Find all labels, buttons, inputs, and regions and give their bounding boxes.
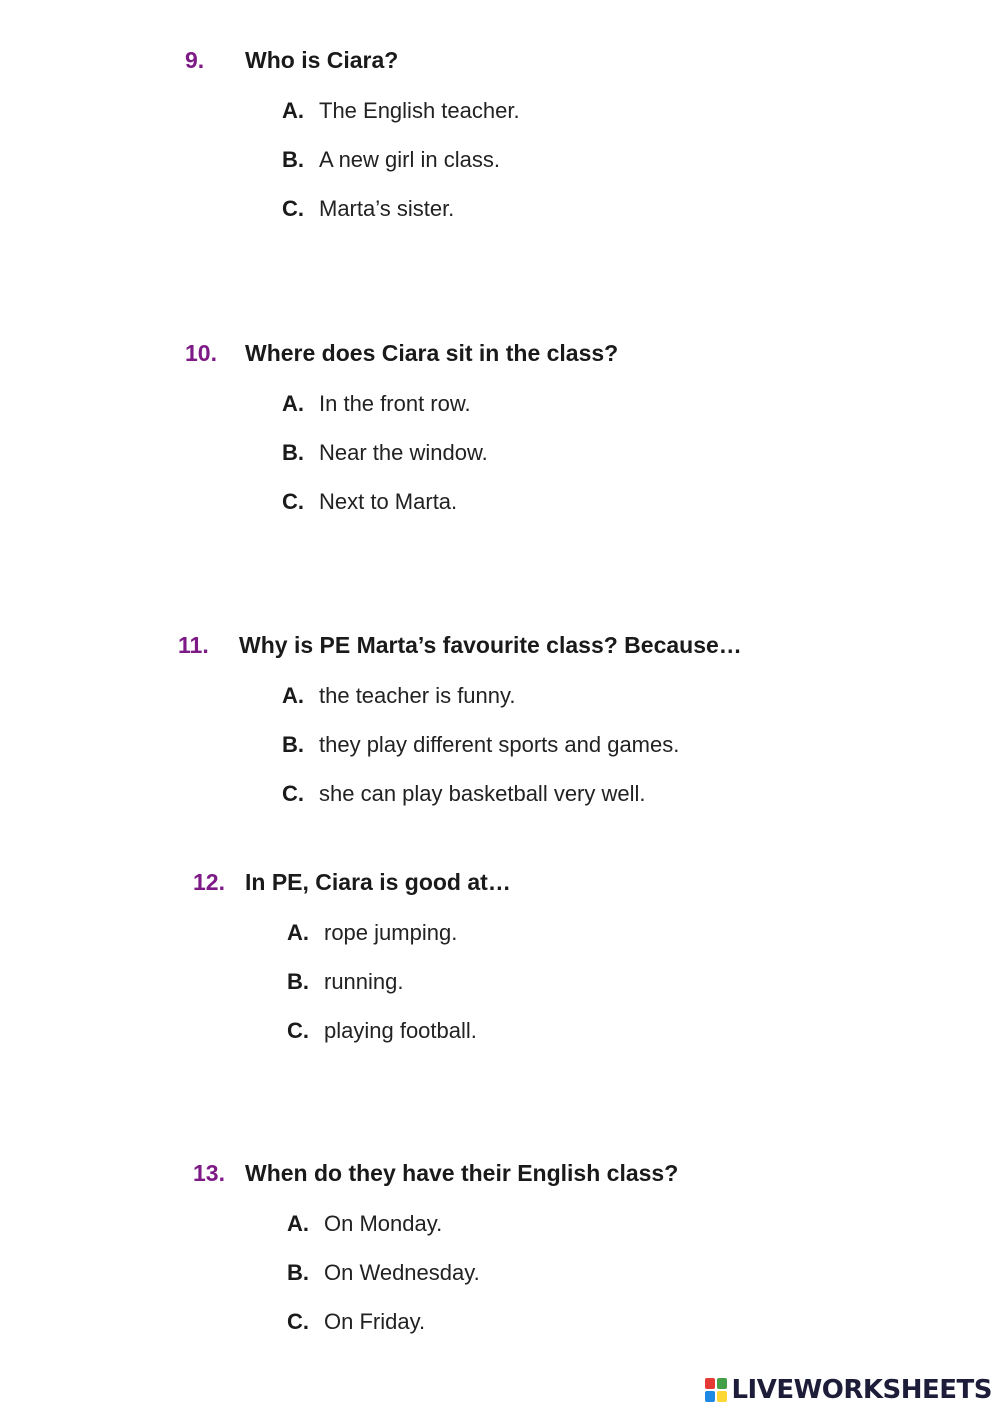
option-text: they play different sports and games. bbox=[319, 732, 680, 757]
logo-text: LIVEWORKSHEETS bbox=[731, 1375, 992, 1405]
logo-square-red bbox=[705, 1378, 715, 1389]
logo-square-blue bbox=[705, 1391, 715, 1402]
option-letter: B. bbox=[282, 440, 304, 465]
question-text: Where does Ciara sit in the class? bbox=[245, 339, 619, 366]
question-heading bbox=[185, 337, 1000, 369]
question-10 bbox=[185, 337, 1000, 518]
option-letter: B. bbox=[282, 732, 304, 757]
answer-options bbox=[178, 680, 1000, 810]
question-number: 13. bbox=[193, 1159, 225, 1186]
option-b[interactable] bbox=[287, 966, 1000, 998]
liveworksheets-logo[interactable] bbox=[705, 1374, 992, 1406]
option-a[interactable] bbox=[282, 388, 1000, 420]
question-text: Why is PE Marta’s favourite class? Because… bbox=[239, 631, 742, 658]
question-number: 11. bbox=[178, 631, 209, 658]
question-11 bbox=[178, 629, 1000, 810]
question-number: 9. bbox=[185, 46, 205, 73]
option-c[interactable] bbox=[282, 778, 1000, 810]
option-letter: C. bbox=[287, 1018, 309, 1043]
option-text: On Wednesday. bbox=[324, 1260, 480, 1285]
option-b[interactable] bbox=[282, 144, 1000, 176]
option-letter: A. bbox=[282, 391, 304, 416]
option-text: On Monday. bbox=[324, 1211, 443, 1236]
question-heading bbox=[193, 1157, 1000, 1189]
question-text: In PE, Ciara is good at… bbox=[245, 868, 511, 895]
option-text: the teacher is funny. bbox=[319, 683, 516, 708]
option-c[interactable] bbox=[282, 193, 1000, 225]
option-letter: C. bbox=[287, 1309, 309, 1334]
option-text: In the front row. bbox=[319, 391, 471, 416]
option-letter: B. bbox=[287, 1260, 309, 1285]
option-letter: C. bbox=[282, 781, 304, 806]
option-c[interactable] bbox=[282, 486, 1000, 518]
question-heading bbox=[178, 629, 1000, 661]
liveworksheets-logo-icon bbox=[705, 1378, 727, 1402]
logo-square-yellow bbox=[717, 1391, 727, 1402]
question-12 bbox=[193, 866, 1000, 1047]
question-number: 12. bbox=[193, 868, 225, 895]
option-text: running. bbox=[324, 969, 404, 994]
option-b[interactable] bbox=[282, 729, 1000, 761]
option-c[interactable] bbox=[287, 1306, 1000, 1338]
question-number: 10. bbox=[185, 339, 217, 366]
option-letter: A. bbox=[282, 683, 304, 708]
option-text: A new girl in class. bbox=[319, 147, 500, 172]
answer-options bbox=[193, 1208, 1000, 1338]
option-letter: A. bbox=[287, 920, 309, 945]
question-text: When do they have their English class? bbox=[245, 1159, 679, 1186]
question-text: Who is Ciara? bbox=[245, 46, 399, 73]
option-letter: B. bbox=[287, 969, 309, 994]
option-letter: B. bbox=[282, 147, 304, 172]
option-text: Marta’s sister. bbox=[319, 196, 455, 221]
option-text: she can play basketball very well. bbox=[319, 781, 646, 806]
answer-options bbox=[193, 917, 1000, 1047]
option-text: rope jumping. bbox=[324, 920, 458, 945]
option-text: Near the window. bbox=[319, 440, 488, 465]
option-letter: A. bbox=[287, 1211, 309, 1236]
option-text: The English teacher. bbox=[319, 98, 520, 123]
option-letter: A. bbox=[282, 98, 304, 123]
logo-square-green bbox=[717, 1378, 727, 1389]
option-b[interactable] bbox=[282, 437, 1000, 469]
answer-options bbox=[185, 95, 1000, 225]
question-13 bbox=[193, 1157, 1000, 1338]
option-a[interactable] bbox=[282, 95, 1000, 127]
option-text: On Friday. bbox=[324, 1309, 426, 1334]
option-letter: C. bbox=[282, 489, 304, 514]
option-a[interactable] bbox=[287, 1208, 1000, 1240]
option-a[interactable] bbox=[287, 917, 1000, 949]
question-9 bbox=[185, 44, 1000, 225]
question-heading bbox=[193, 866, 1000, 898]
option-text: playing football. bbox=[324, 1018, 477, 1043]
option-letter: C. bbox=[282, 196, 304, 221]
answer-options bbox=[185, 388, 1000, 518]
option-b[interactable] bbox=[287, 1257, 1000, 1289]
question-heading bbox=[185, 44, 1000, 76]
option-a[interactable] bbox=[282, 680, 1000, 712]
option-c[interactable] bbox=[287, 1015, 1000, 1047]
option-text: Next to Marta. bbox=[319, 489, 458, 514]
